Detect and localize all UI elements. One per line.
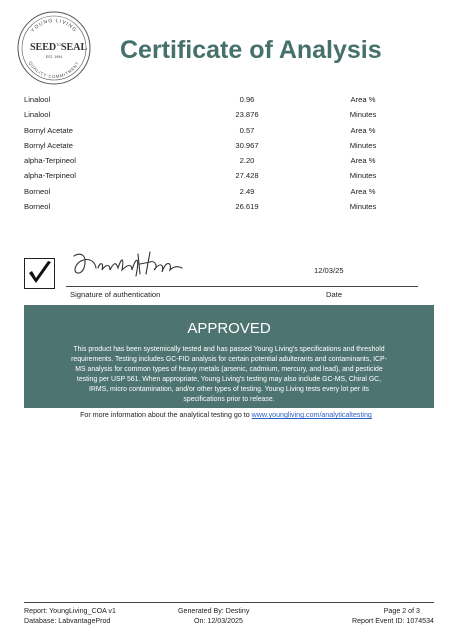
table-row bbox=[24, 138, 434, 153]
result-value: 23.876 bbox=[235, 110, 259, 120]
footer-generated-on: On: 12/03/2025 bbox=[194, 617, 243, 625]
table-row bbox=[24, 123, 434, 138]
logo-seal-text: SEAL bbox=[61, 42, 88, 53]
result-value: 27.428 bbox=[235, 171, 259, 181]
page-title: Certificate of Analysis bbox=[120, 36, 382, 64]
result-value: 26.619 bbox=[235, 202, 259, 212]
table-row bbox=[24, 92, 434, 107]
footer-report: Report: YoungLiving_COA v1 bbox=[24, 607, 116, 615]
result-name: Linalool bbox=[24, 110, 51, 120]
result-name: Linalool bbox=[24, 95, 51, 104]
result-value: 2.49 bbox=[239, 186, 255, 196]
result-unit: Area % bbox=[350, 156, 376, 166]
result-value: 2.20 bbox=[239, 156, 255, 166]
table-row bbox=[24, 168, 434, 183]
date-value: 12/03/25 bbox=[314, 266, 344, 275]
seed-to-seal-logo bbox=[16, 10, 92, 86]
table-row bbox=[24, 199, 434, 214]
more-info-text: For more information about the analytical testing go to bbox=[80, 411, 252, 419]
footer-event-id: Report Event ID: 1074534 bbox=[351, 617, 434, 625]
table-row bbox=[24, 107, 434, 122]
result-name: alpha-Terpineol bbox=[24, 171, 76, 181]
date-label: Date bbox=[326, 290, 343, 299]
table-row bbox=[24, 184, 434, 199]
signature-line bbox=[66, 286, 418, 287]
logo-est-text: EST. 1994 bbox=[45, 55, 63, 59]
svg-text:YOUNG LIVING bbox=[30, 18, 78, 34]
analytical-testing-link[interactable]: www.youngliving.com/analyticaltesting bbox=[251, 411, 372, 419]
result-value: 30.967 bbox=[235, 140, 259, 150]
logo-to-text: TO bbox=[56, 42, 62, 47]
result-unit: Area % bbox=[350, 186, 376, 196]
result-unit: Minutes bbox=[349, 171, 377, 181]
signature-label: Signature of authentication bbox=[70, 290, 161, 299]
logo-bottom-text: QUALITY COMMITMENT bbox=[27, 60, 81, 80]
footer-database: Database: LabvantageProd bbox=[24, 617, 111, 625]
footer-page-number: Page 2 of 3 bbox=[383, 607, 420, 615]
logo-seed-text: SEED bbox=[30, 42, 57, 53]
footer-generated-by: Generated By: Destiny bbox=[178, 607, 250, 615]
result-name: Borneol bbox=[24, 186, 51, 196]
result-unit: Minutes bbox=[349, 110, 377, 120]
result-unit: Area % bbox=[350, 125, 376, 135]
svg-text:QUALITY COMMITMENT bbox=[28, 60, 80, 79]
result-name: Bornyl Acetate bbox=[24, 125, 73, 135]
approved-panel bbox=[24, 305, 434, 408]
approved-text: This product has been systemically tested and has passed Young Living's specifications and threshold requirements. Testing includes GC-FID analysis for certain potential adulterants and contaminants, ICP-MS analysis for common types of heavy metals (arsenic, cadmium, mercury, and lead), and pesticide testing per USP 561. When appropriate, Young Living's testing may also include GC-MS, Chiral GC, IRMS, micro contamination, and/or other types of testing. Young Living tests every lot per its specifications prior to release. bbox=[71, 346, 387, 403]
checkmark-icon bbox=[24, 258, 55, 289]
result-unit: Minutes bbox=[349, 140, 377, 150]
result-name: Bornyl Acetate bbox=[24, 140, 73, 150]
result-value: 0.96 bbox=[239, 95, 255, 104]
result-name: Borneol bbox=[24, 202, 51, 212]
logo-top-text: YOUNG LIVING bbox=[30, 17, 78, 34]
result-name: alpha-Terpineol bbox=[24, 156, 76, 166]
result-unit: Area % bbox=[350, 95, 376, 104]
footer bbox=[24, 602, 434, 625]
table-row bbox=[24, 153, 434, 168]
handwritten-signature bbox=[66, 246, 186, 284]
approved-title: APPROVED bbox=[187, 320, 271, 337]
more-info-line bbox=[0, 411, 452, 419]
result-value: 0.57 bbox=[239, 125, 255, 135]
results-table bbox=[24, 92, 434, 214]
result-unit: Minutes bbox=[349, 202, 377, 212]
